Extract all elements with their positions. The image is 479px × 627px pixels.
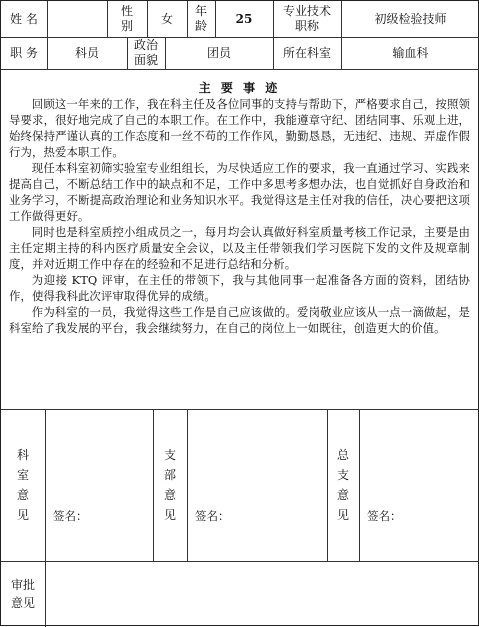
branch-signature-label: 签名： [195,509,230,523]
col-divider [45,409,46,561]
deeds-paragraph: 作为科室的一员，我觉得这些工作是自己应该做的。爱岗敬业应该从一点一滴做起，是科室给了我发展的平台，我会继续努力，在自己的岗位上一如既往，创造更大的价值。 [9,305,470,335]
position-label: 职 务 [10,45,38,60]
political-label: 政治面貌 [133,38,158,67]
deeds-title: 主 要 事 迹 [198,81,281,95]
name-label: 姓 名 [10,11,38,26]
row-divider [1,69,479,70]
dept-value: 输血科 [392,45,429,60]
deeds-paragraph: 为迎接 KTQ 评审，在主任的带领下，我与其他同事一起准备各方面的资料，团结协作，使得我科此次评审取得优异的成绩。 [9,273,470,303]
title-label: 专业技术职称 [282,4,331,33]
gender-label: 性别 [120,4,133,33]
age-value: 25 [235,11,253,26]
col-divider [187,409,188,561]
gender-value: 女 [160,11,173,26]
deeds-section [9,80,470,336]
age-label: 年龄 [194,4,207,33]
dept-opinion-label: 科室意见 [16,448,29,522]
deeds-paragraph: 回顾这一年来的工作，我在科主任及各位同事的支持与帮助下，严格要求自己，按照领导要求，很好地完成了自己的本职工作。在工作中，我能遵章守纪、团结同事、乐观上进，始终保持严谨认真的工作态度和一丝不苟的工作作风，勤勤恳恳，无违纪、违规、弄虚作假行为，热爱本职工作。 [9,97,470,159]
title-value: 初级检验技师 [374,11,447,26]
row-divider [1,561,479,562]
deeds-paragraph: 现任本科室初筛实验室专业组组长，为尽快适应工作的要求，我一直通过学习、实践来提高自己，不断总结工作中的缺点和不足，工作中多思考多想办法，也自觉抓好自身政治和业务学习，不断提高政治理论和业务知识水平。我觉得这是主任对我的信任，决心要把这项工作做得更好。 [9,161,470,223]
dept-label: 所在科室 [283,45,332,60]
approval-label: 审批意见 [10,578,35,610]
row-divider [1,409,479,410]
dept-signature-label: 签名： [53,509,88,523]
general-branch-opinion-label: 总支意见 [337,448,350,522]
deeds-paragraph: 同时也是科室质控小组成员之一，每月均会认真做好科室质量考核工作记录，主要是由主任定期主持的科内医疗质量安全会议，以及主任带领我们学习医院下发的文件及规章制度，并对近期工作中存在的经验和不足进行总结和分析。 [9,225,470,271]
col-divider [45,561,46,627]
political-value: 团员 [206,45,231,60]
general-branch-signature-label: 签名： [367,509,402,523]
col-divider [359,409,360,561]
name-value [47,1,107,37]
position-value: 科员 [74,45,99,60]
branch-opinion-label: 支部意见 [164,448,177,522]
